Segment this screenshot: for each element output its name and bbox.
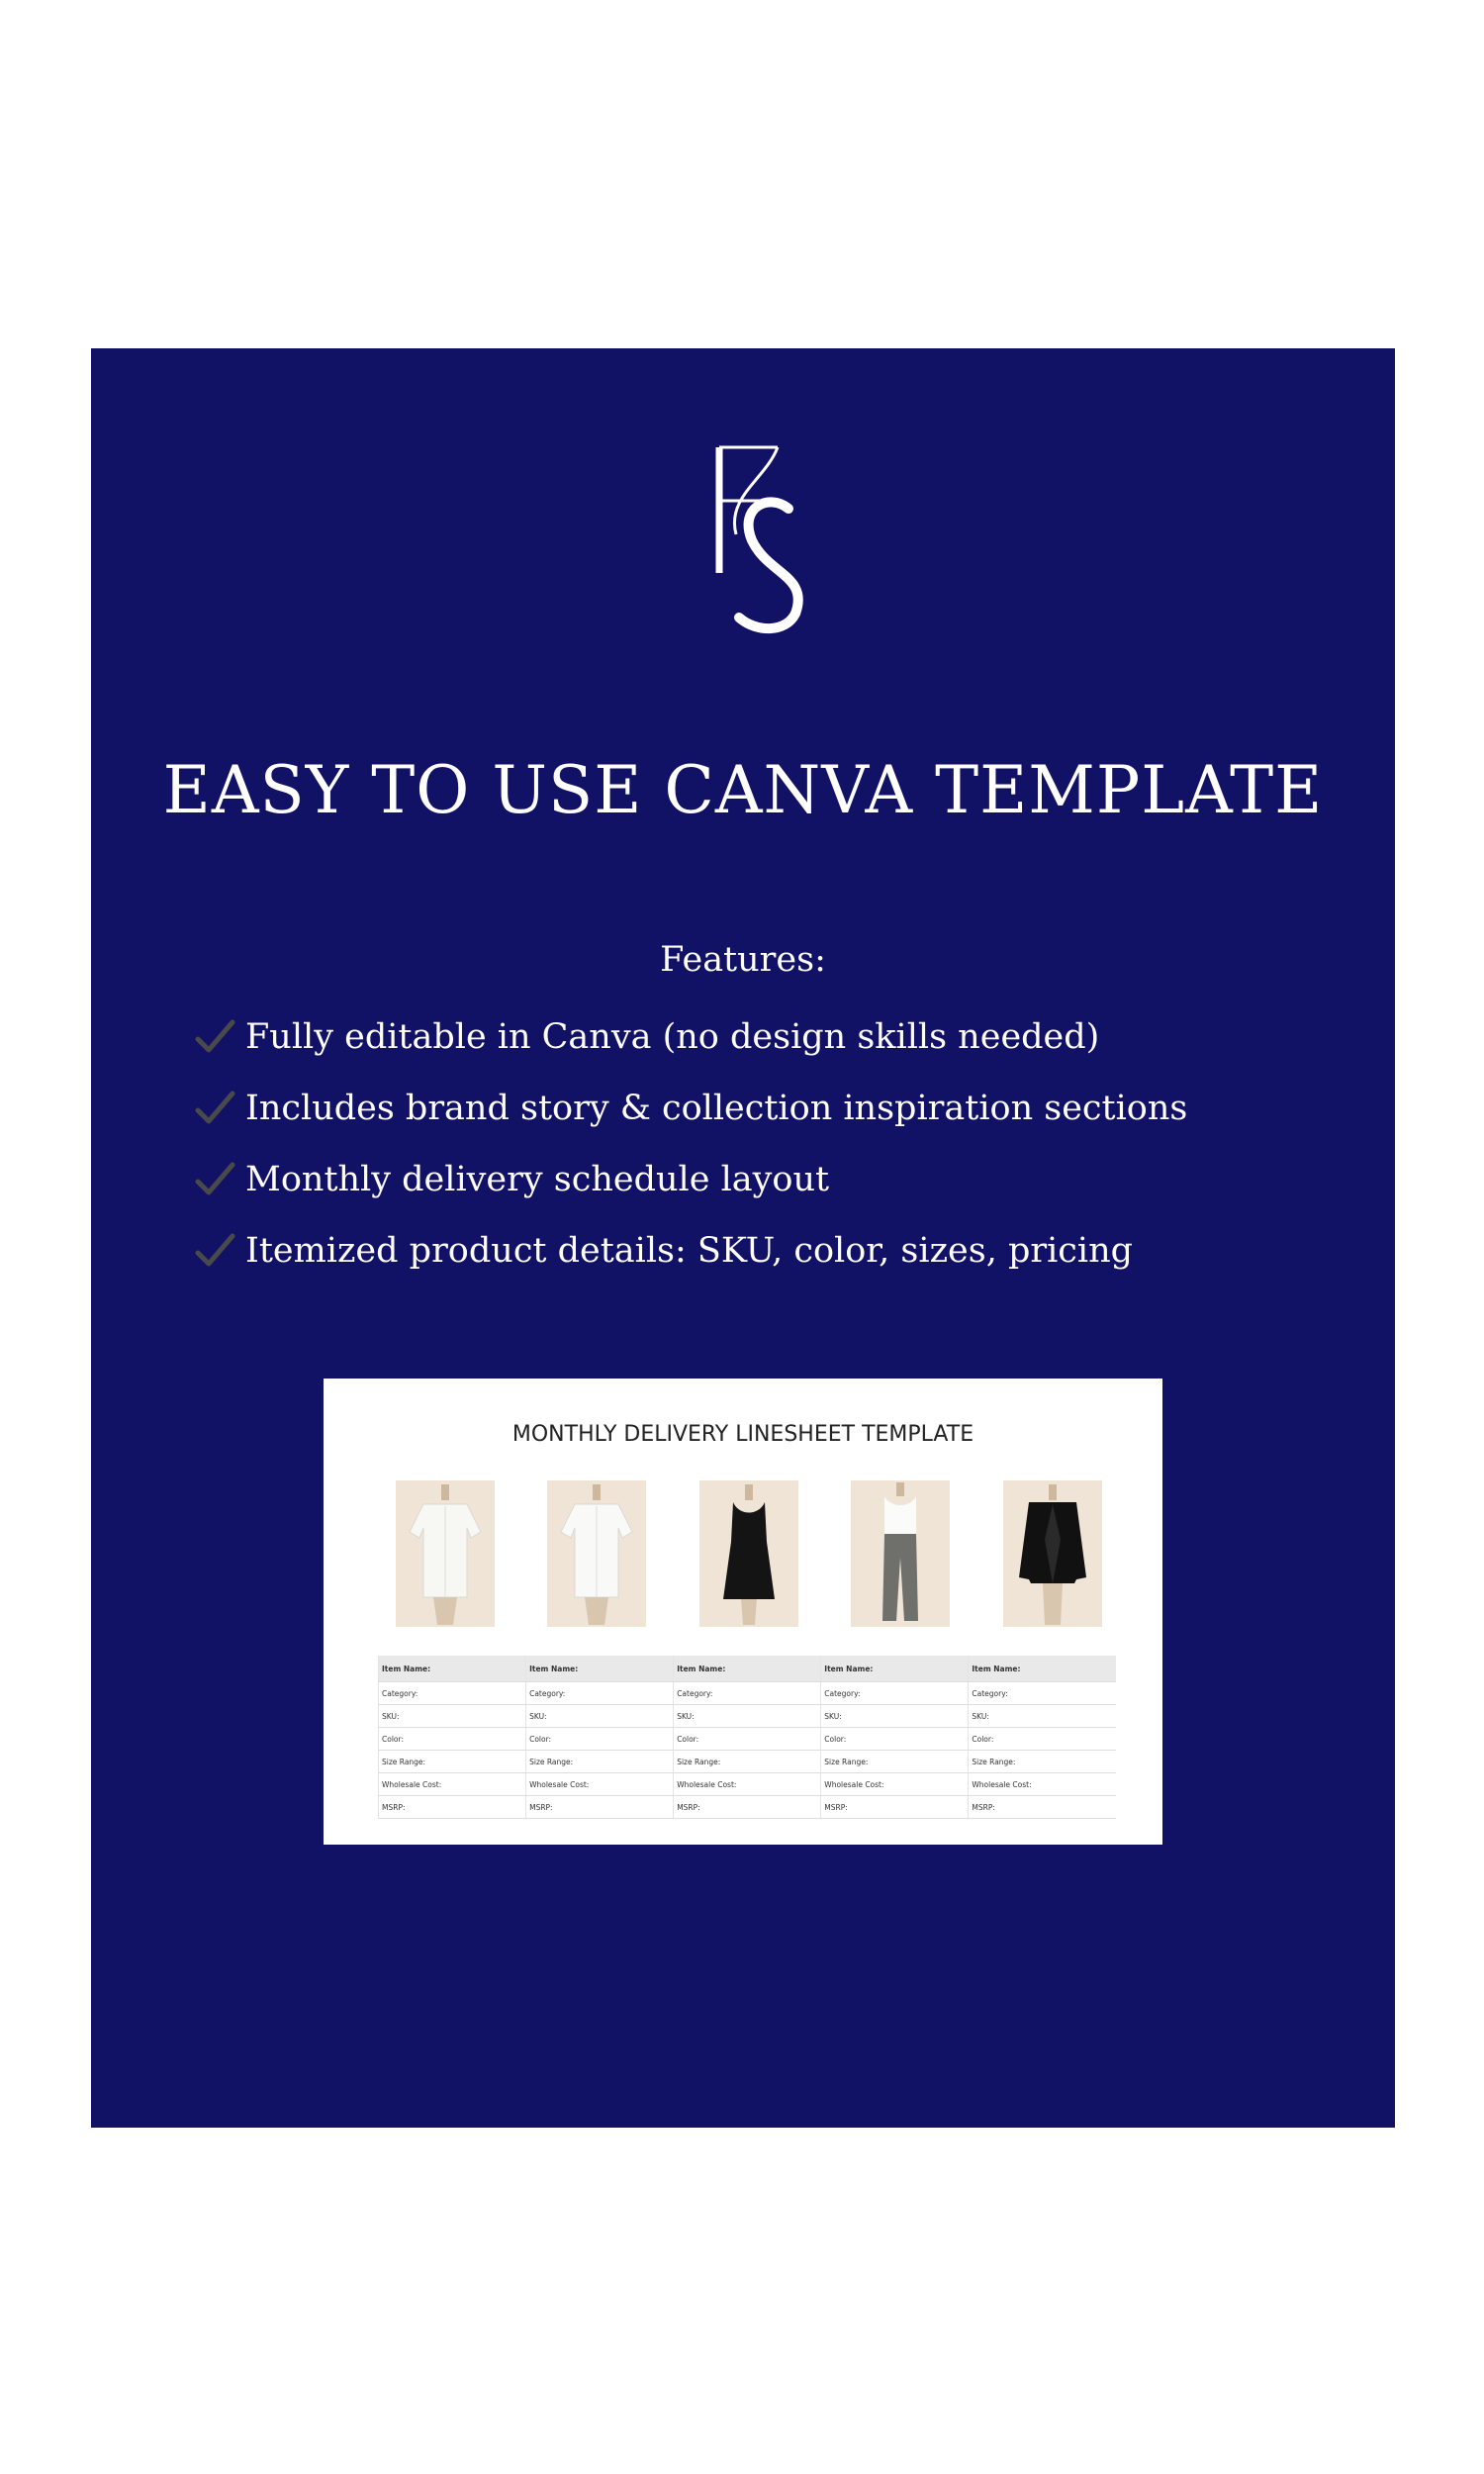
table-cell: Size Range: bbox=[379, 1751, 526, 1773]
feature-item bbox=[194, 1073, 1187, 1144]
feature-item bbox=[194, 1215, 1187, 1286]
table-cell: MSRP: bbox=[821, 1796, 969, 1819]
linesheet-preview bbox=[324, 1379, 1162, 1845]
headline: EASY TO USE CANVA TEMPLATE bbox=[162, 752, 1324, 828]
checkmark-icon bbox=[194, 1160, 237, 1199]
table-cell: Color: bbox=[379, 1728, 526, 1751]
table-cell: Wholesale Cost: bbox=[379, 1773, 526, 1796]
table-cell: Category: bbox=[674, 1682, 821, 1705]
table-row bbox=[379, 1796, 1117, 1819]
table-cell: Wholesale Cost: bbox=[821, 1773, 969, 1796]
product-image-trousers bbox=[851, 1480, 950, 1627]
table-row bbox=[379, 1728, 1117, 1751]
product-image-black-blazer bbox=[1003, 1480, 1102, 1627]
table-cell: Item Name: bbox=[969, 1656, 1116, 1682]
table-cell: Wholesale Cost: bbox=[674, 1773, 821, 1796]
promo-panel bbox=[91, 348, 1395, 2128]
product-image-black-dress bbox=[699, 1480, 798, 1627]
table-row bbox=[379, 1682, 1117, 1705]
table-cell: Color: bbox=[674, 1728, 821, 1751]
feature-item bbox=[194, 1001, 1187, 1073]
table-cell: Size Range: bbox=[526, 1751, 674, 1773]
table-cell: Color: bbox=[821, 1728, 969, 1751]
checkmark-icon bbox=[194, 1017, 237, 1057]
table-cell: MSRP: bbox=[379, 1796, 526, 1819]
product-spec-table bbox=[378, 1656, 1116, 1819]
table-row bbox=[379, 1773, 1117, 1796]
checkmark-icon bbox=[194, 1089, 237, 1128]
features-title: Features: bbox=[660, 940, 826, 980]
table-cell: SKU: bbox=[674, 1705, 821, 1728]
table-cell: MSRP: bbox=[969, 1796, 1116, 1819]
product-images bbox=[324, 1480, 1162, 1629]
table-cell: Size Range: bbox=[821, 1751, 969, 1773]
table-cell: Size Range: bbox=[674, 1751, 821, 1773]
table-cell: SKU: bbox=[526, 1705, 674, 1728]
table-cell: MSRP: bbox=[526, 1796, 674, 1819]
feature-list bbox=[194, 1001, 1187, 1286]
checkmark-icon bbox=[194, 1231, 237, 1271]
table-row bbox=[379, 1656, 1117, 1682]
product-image-white-shirt bbox=[547, 1480, 646, 1627]
fs-logo bbox=[675, 437, 823, 635]
table-cell: Category: bbox=[526, 1682, 674, 1705]
table-cell: SKU: bbox=[969, 1705, 1116, 1728]
linesheet-title: MONTHLY DELIVERY LINESHEET TEMPLATE bbox=[511, 1422, 974, 1447]
table-cell: MSRP: bbox=[674, 1796, 821, 1819]
feature-item bbox=[194, 1144, 1187, 1215]
feature-text: Fully editable in Canva (no design skills needed) bbox=[245, 1017, 1100, 1057]
table-cell: Item Name: bbox=[821, 1656, 969, 1682]
table-cell: SKU: bbox=[821, 1705, 969, 1728]
feature-text: Itemized product details: SKU, color, sizes, pricing bbox=[245, 1231, 1134, 1271]
feature-text: Includes brand story & collection inspiration sections bbox=[245, 1089, 1188, 1128]
table-cell: Color: bbox=[969, 1728, 1116, 1751]
table-cell: Color: bbox=[526, 1728, 674, 1751]
table-cell: Category: bbox=[379, 1682, 526, 1705]
table-cell: Category: bbox=[821, 1682, 969, 1705]
table-cell: Wholesale Cost: bbox=[526, 1773, 674, 1796]
table-row bbox=[379, 1705, 1117, 1728]
table-cell: Size Range: bbox=[969, 1751, 1116, 1773]
table-cell: Item Name: bbox=[674, 1656, 821, 1682]
table-cell: Item Name: bbox=[526, 1656, 674, 1682]
feature-text: Monthly delivery schedule layout bbox=[245, 1160, 830, 1199]
table-row bbox=[379, 1751, 1117, 1773]
product-image-white-shirt bbox=[396, 1480, 495, 1627]
table-cell: Category: bbox=[969, 1682, 1116, 1705]
table-cell: Item Name: bbox=[379, 1656, 526, 1682]
table-cell: Wholesale Cost: bbox=[969, 1773, 1116, 1796]
table-cell: SKU: bbox=[379, 1705, 526, 1728]
